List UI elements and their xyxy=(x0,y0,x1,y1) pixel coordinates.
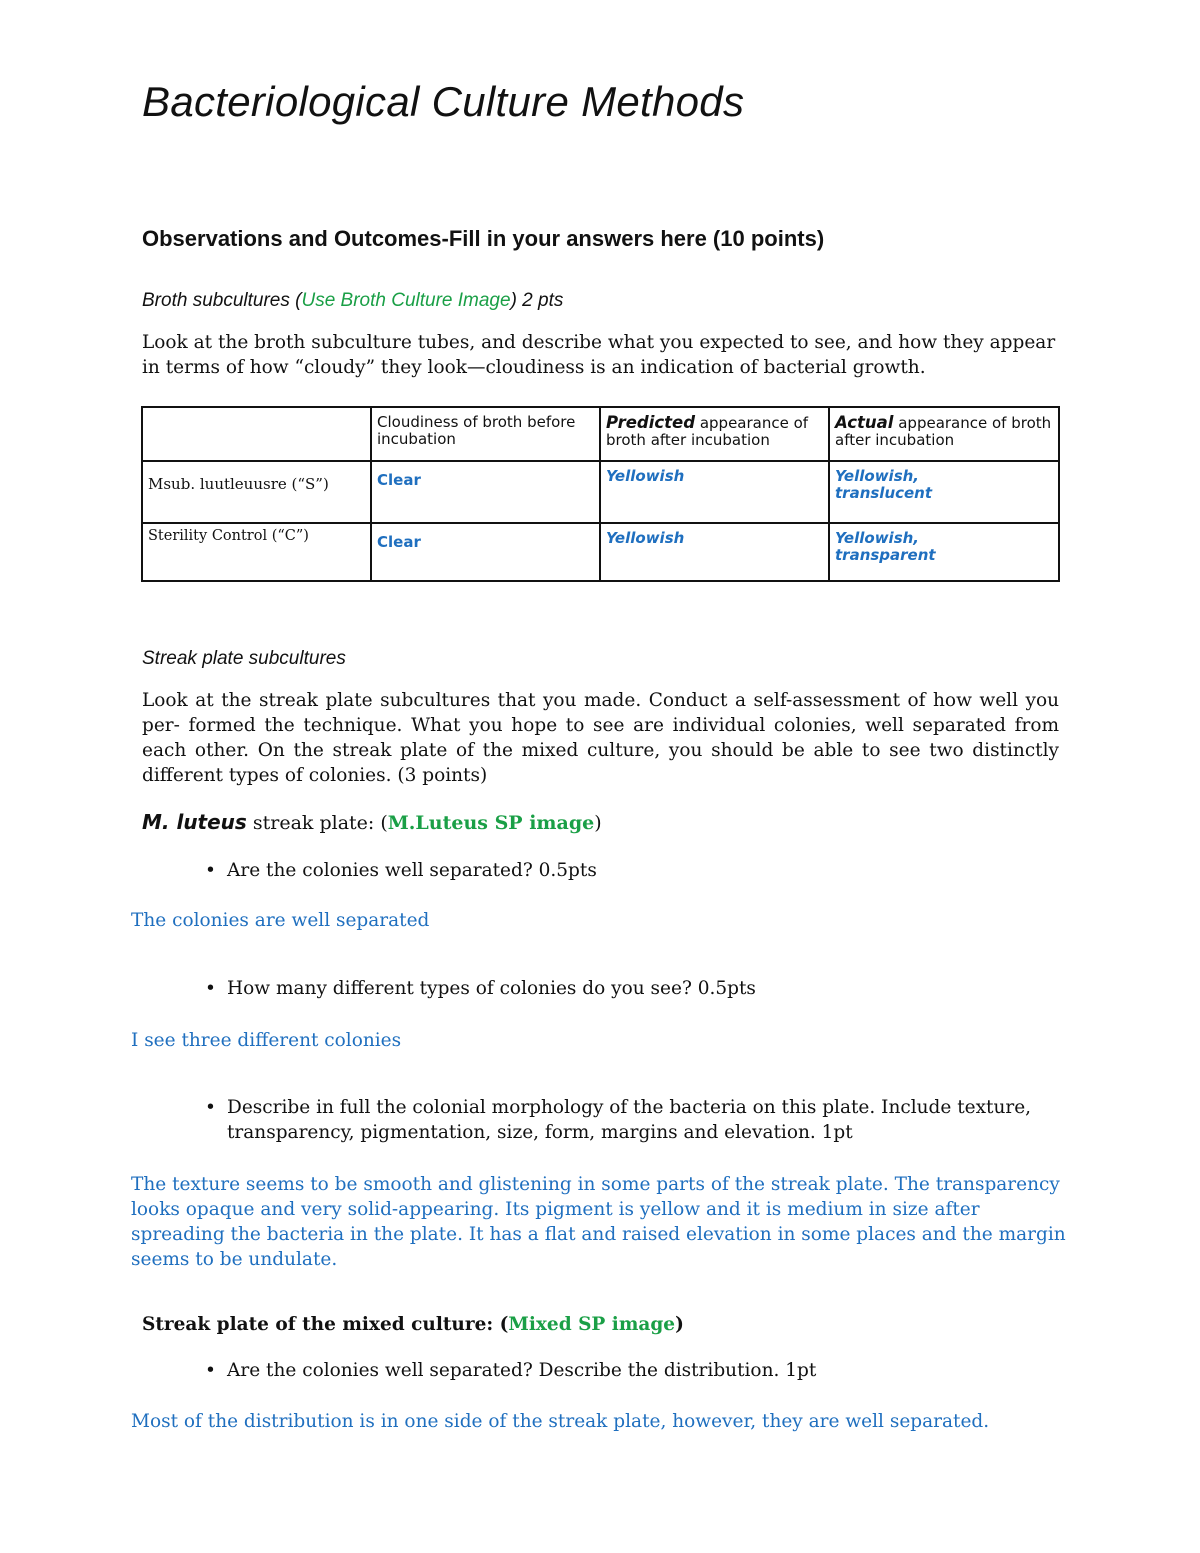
broth-image-link[interactable]: Use Broth Culture Image xyxy=(301,290,511,311)
list-item: • How many different types of colonies do you see? 0.5pts xyxy=(205,978,756,999)
list-item: • Describe in full the colonial morphology of the bacteria on this plate. Include texture, transparency, pigmentation, size, form, margins and elevation. 1pt xyxy=(205,1097,1032,1143)
answer-text: The texture seems to be smooth and glistening in some parts of the streak plate. The transparency looks opaque and very solid-appearing. Its pigment is yellow and it is medium in size after spreading the bacteria in the plate. It has a flat and raised elevation in some places and the margin seems to be undulate. xyxy=(131,1174,1066,1270)
table-row xyxy=(142,523,1059,581)
bullet-icon: • xyxy=(205,978,216,999)
streak-subcultures-label: Streak plate subcultures xyxy=(142,648,346,669)
table-cell-answer: Yellowish, transparent xyxy=(829,523,1059,581)
table-header-cell xyxy=(142,407,371,461)
mluteus-label: M. luteus streak plate: (M.Luteus SP image) xyxy=(142,810,602,834)
answer-text: The colonies are well separated xyxy=(131,910,430,931)
streak-instructions: Look at the streak plate subcultures that you made. Conduct a self-assessment of how well you per- formed the technique. What you hope to see are individual colonies, well separated from each other. On the streak plate of the mixed culture, you should be able to see two distinctly different types of colonies. (3 points) xyxy=(142,690,1059,786)
mixed-image-link[interactable]: Mixed SP image xyxy=(508,1314,676,1335)
table-header-cell: Actual appearance of broth after incubation xyxy=(829,407,1059,461)
mixed-culture-label: Streak plate of the mixed culture: (Mixed SP image) xyxy=(142,1314,684,1335)
broth-instructions: Look at the broth subculture tubes, and describe what you expected to see, and how they appear in terms of how “cloudy” they look—cloudiness is an indication of bacterial growth. xyxy=(142,332,1056,378)
section-heading: Observations and Outcomes-Fill in your answers here (10 points) xyxy=(142,226,825,251)
table-header-cell: Cloudiness of broth before incubation xyxy=(371,407,600,461)
table-header-row xyxy=(142,407,1059,461)
answer-text: I see three different colonies xyxy=(131,1030,402,1051)
list-item: • Are the colonies well separated? Describe the distribution. 1pt xyxy=(205,1360,817,1381)
broth-subcultures-label: Broth subcultures (Use Broth Culture Image) 2 pts xyxy=(142,290,564,311)
broth-observation-table xyxy=(141,406,1060,582)
table-cell-answer: Yellowish xyxy=(600,461,829,523)
table-row xyxy=(142,461,1059,523)
answer-text: Most of the distribution is in one side of the streak plate, however, they are well separated. xyxy=(131,1411,990,1432)
table-cell-answer: Yellowish xyxy=(600,523,829,581)
table-cell-answer: Yellowish, translucent xyxy=(829,461,1059,523)
document-title: Bacteriological Culture Methods xyxy=(142,78,745,125)
table-cell-label: Sterility Control (“C”) xyxy=(142,523,371,581)
bullet-icon: • xyxy=(205,1097,216,1118)
table-cell-answer: Clear xyxy=(371,461,600,523)
list-item: • Are the colonies well separated? 0.5pts xyxy=(205,860,597,881)
table-cell-label: Msub. luutleuusre (“S”) xyxy=(142,461,371,523)
bullet-icon: • xyxy=(205,860,216,881)
table-cell-answer: Clear xyxy=(371,523,600,581)
bullet-icon: • xyxy=(205,1360,216,1381)
mluteus-image-link[interactable]: M.Luteus SP image xyxy=(387,812,595,834)
table-header-cell: Predicted appearance of broth after incubation xyxy=(600,407,829,461)
